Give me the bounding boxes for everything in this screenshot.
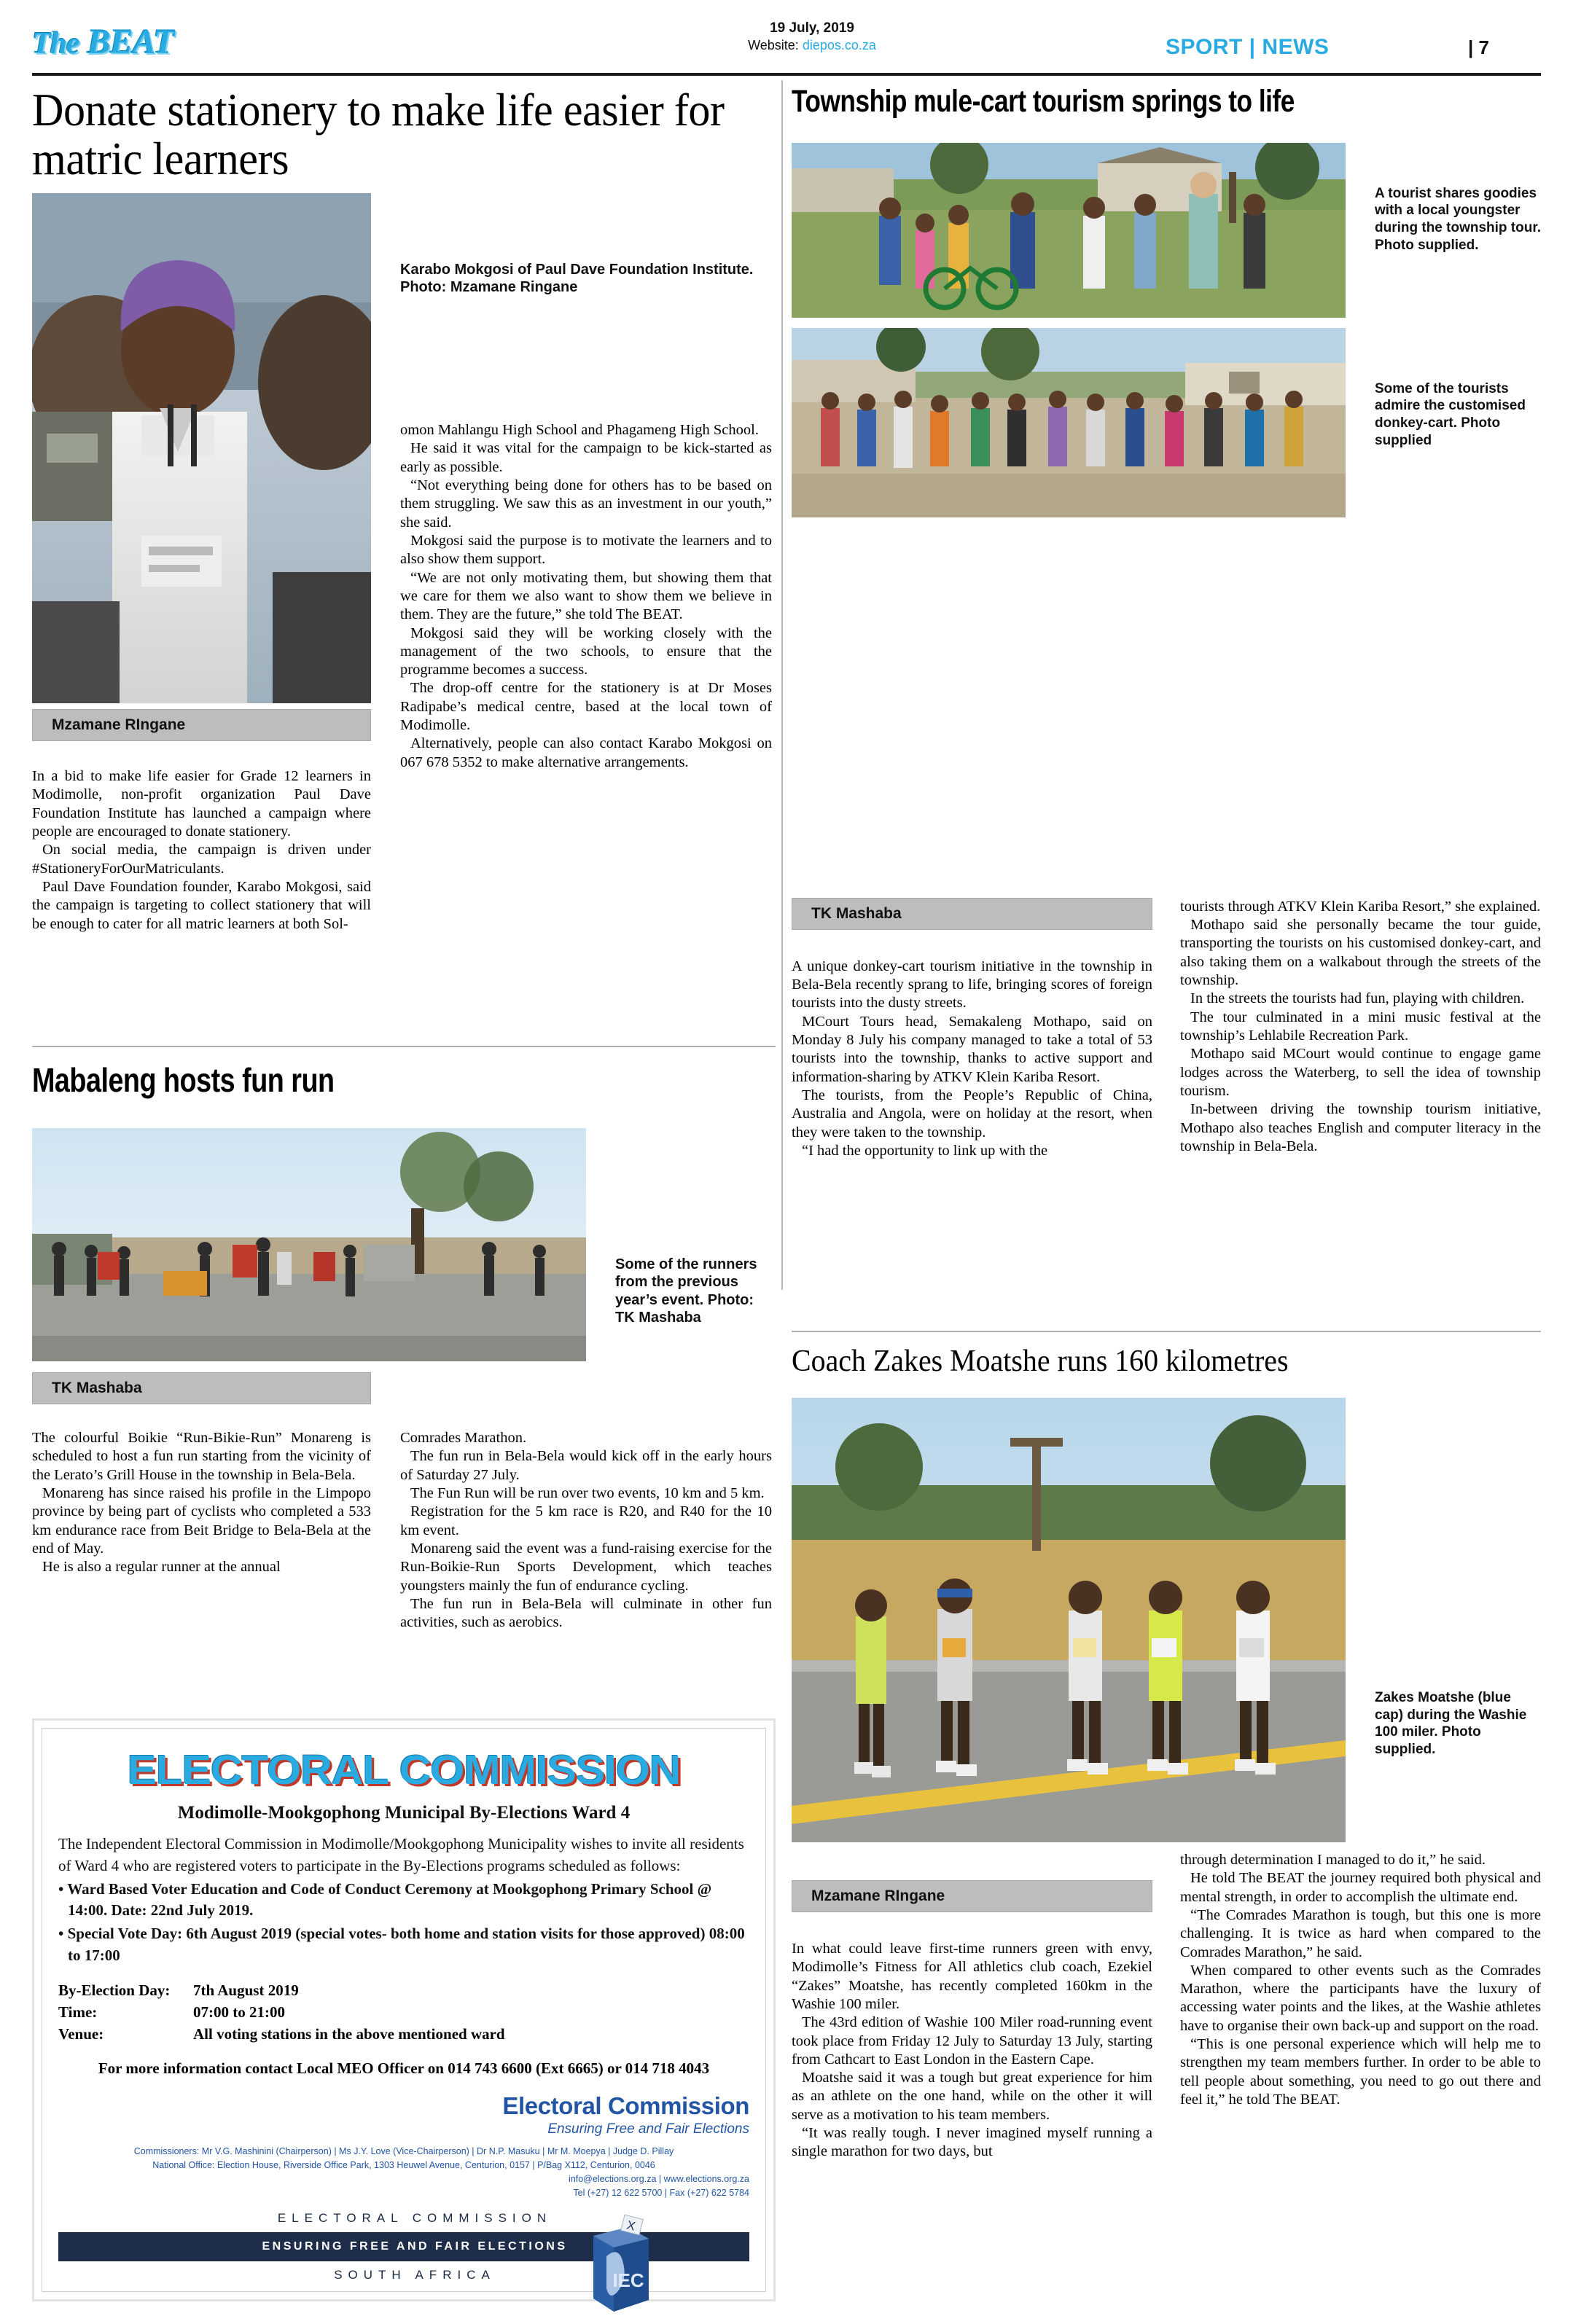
page-number: | 7 — [1468, 36, 1489, 58]
caption-tourist-with-youngster: A tourist shares goodies with a local youngster during the township tour. Photo supplied. — [1375, 185, 1541, 253]
iec-ballot-box-icon — [577, 2205, 656, 2315]
body-funrun-col2 — [400, 1429, 772, 1632]
body-funrun-col1 — [32, 1429, 371, 1577]
byline-mulecart: TK Mashaba — [792, 898, 1152, 930]
paragraph: In-between driving the township tourism initiative, Mothapo also teaches English and computer literacy in the township in Bela-Bela. — [1180, 1101, 1541, 1154]
paragraph: Mokgosi said the purpose is to motivate the learners and to also show them support. — [400, 532, 772, 568]
row-value: All voting stations in the above mentioned ward — [193, 2024, 505, 2043]
paragraph: Mothapo said she personally became the tour guide, transporting the tourists on his customised donkey-cart, and also taking them on a walkabout through the streets of the township. — [1180, 917, 1541, 989]
body-zakes-col1 — [792, 1940, 1152, 2161]
advert-title: ELECTORAL COMMISSION — [127, 1747, 681, 1793]
paragraph: Registration for the 5 km race is R20, and R40 for the 10 km event. — [400, 1503, 772, 1538]
advert-footer — [58, 2211, 749, 2320]
photo-tourist-with-youngster — [792, 143, 1346, 318]
article-zakes — [792, 1331, 1541, 2236]
masthead-center — [659, 19, 965, 55]
paragraph: Comrades Marathon. — [400, 1430, 527, 1446]
caption-fun-run: Some of the runners from the previous year’s event. Photo: TK Mashaba — [615, 1256, 757, 1326]
byline-funrun: TK Mashaba — [32, 1372, 371, 1404]
fineprint-email: info@elections.org.za | www.elections.org.za — [569, 2173, 749, 2184]
logo-beat: BEAT — [87, 23, 174, 61]
paragraph: Mokgosi said they will be working closely with the management of the two schools, to ensure that the programme becomes a success. — [400, 625, 772, 678]
byline-stationery: Mzamane RIngane — [32, 709, 371, 741]
paragraph: Mothapo said MCourt would continue to engage game lodges across the Waterberg, to sell the idea of township tourism. — [1180, 1046, 1541, 1099]
caption-karabo-mokgosi: Karabo Mokgosi of Paul Dave Foundation Institute. Photo: Mzamane Ringane — [400, 262, 754, 296]
paragraph: “Not everything being done for others has to be based on them struggling. We saw this as an investment in our youth,” she said. — [400, 477, 772, 531]
caption-washie-runners: Zakes Moatshe (blue cap) during the Washie 100 miler. Photo supplied. — [1375, 1689, 1527, 1757]
paragraph: Alternatively, people can also contact Karabo Mokgosi on 067 678 5352 to make alternative arrangements. — [400, 735, 772, 770]
headline-zakes: Coach Zakes Moatshe runs 160 kilometres — [792, 1344, 1289, 1378]
paragraph: omon Mahlangu High School and Phagameng High School. — [400, 422, 759, 439]
paragraph: The tourists, from the People’s Republic of China, Australia and Angola, were on holiday at the resort, when they were taken to the township. — [792, 1087, 1152, 1141]
fineprint-commissioners: Commissioners: Mr V.G. Mashinini (Chairperson) | Ms J.Y. Love (Vice-Chairperson) | Dr N.P. Masuku | Mr M. Moepya | Judge D. Pillay — [133, 2146, 674, 2157]
left-column — [32, 86, 776, 1653]
paragraph: In what could leave first-time runners green with envy, Modimolle’s Fitness for All athletics club coach, Ezekiel “Zakes” Moatshe, has recently completed 160km in the Washie 100 miler. — [792, 1940, 1152, 2012]
paragraph: The colourful Boikie “Run-Bikie-Run” Monareng is scheduled to host a fun run starting from the vicinity of the Lerato’s Grill House in the township in Bela-Bela. — [32, 1430, 371, 1483]
article-stationery — [32, 84, 776, 932]
paragraph: In a bid to make life easier for Grade 12 learners in Modimolle, non-profit organization Paul Dave Foundation Institute has launched a campaign where people are encouraged to donate stationery. — [32, 768, 371, 840]
paragraph: “We are not only motivating them, but showing them that we care for them we also want to show them we believe in them. They are the future,” she told The BEAT. — [400, 569, 772, 623]
row-label: By-Election Day: — [58, 1981, 171, 1999]
paragraph: When compared to other events such as the Comrades Marathon, where the participants have the luxury of accessing water points and the likes, at the Washie athletes have to organise their own back-up and support on the road. — [1180, 1962, 1541, 2034]
brand-name: Electoral Commission — [502, 2092, 749, 2120]
paragraph: The 43rd edition of Washie 100 Miler road-running event took place from Friday 12 July to Saturday 13 July, starting from Cathcart to East London in the Eastern Cape. — [792, 2014, 1152, 2067]
row-label: Venue: — [58, 2024, 104, 2043]
paragraph: In the streets the tourists had fun, playing with children. — [1190, 990, 1525, 1007]
paragraph: Monareng said the event was a fund-raising exercise for the Run-Boikie-Run Sports Development, which teaches youngsters mainly the fun of endurance cycling. — [400, 1540, 772, 1594]
masthead — [32, 13, 1541, 70]
publication-logo — [32, 22, 173, 62]
photo-washie-runners — [792, 1398, 1346, 1842]
iec-logo-text: IEC — [612, 2269, 644, 2292]
paragraph: A unique donkey-cart tourism initiative in the township in Bela-Bela recently sprang to life, bringing scores of foreign tourists into the dusty streets. — [792, 958, 1152, 1012]
body-mulecart-col1 — [792, 958, 1152, 1160]
section-rule — [792, 1331, 1541, 1332]
website-link[interactable]: diepos.co.za — [802, 38, 876, 53]
right-column — [792, 86, 1541, 2236]
caption-tourists-donkey-cart: Some of the tourists admire the customised donkey-cart. Photo supplied — [1375, 380, 1526, 448]
body-mulecart-col2 — [1180, 898, 1541, 1156]
photo-karabo-mokgosi — [32, 193, 371, 703]
advert-body — [58, 1834, 749, 1967]
footer-band: ENSURING FREE AND FAIR ELECTIONS — [58, 2232, 749, 2261]
paragraph: He is also a regular runner at the annual — [42, 1559, 281, 1576]
body-stationery-col1 — [32, 767, 371, 934]
svg-text:X: X — [625, 2218, 637, 2234]
paragraph: On social media, the campaign is driven under #StationeryForOurMatriculants. — [32, 842, 371, 877]
table-row — [58, 2002, 749, 2024]
photo-fun-run — [32, 1128, 586, 1361]
paragraph: The fun run in Bela-Bela would kick off in the early hours of Saturday 27 July. — [400, 1448, 772, 1483]
advert-intro: The Independent Electoral Commission in Modimolle/Mookgophong Municipality wishes to invite all residents of Ward 4 who are registered voters to participate in the By-Elections programs scheduled as follows: — [58, 1835, 744, 1874]
brand-tagline: Ensuring Free and Fair Elections — [547, 2121, 749, 2137]
article-funrun — [32, 1046, 776, 1653]
body-zakes-col2 — [1180, 1851, 1541, 2109]
row-label: Time: — [58, 2003, 98, 2021]
column-divider — [781, 80, 783, 1290]
paragraph: He said it was vital for the campaign to be kick-started as early as possible. — [400, 440, 772, 475]
advert-fineprint — [58, 2145, 749, 2199]
headline-funrun: Mabaleng hosts fun run — [32, 1061, 335, 1100]
body-stationery-col2 — [400, 421, 772, 772]
paragraph: Monareng has since raised his profile in the Limpopo province by being part of cyclists who completed a 533 km endurance race from Beit Bridge to Bela-Bela at the end of May. — [32, 1484, 371, 1557]
paragraph: “I had the opportunity to link up with the — [802, 1142, 1048, 1159]
fineprint-office: National Office: Election House, Riverside Office Park, 1303 Heuwel Avenue, Centurion, 0157 | P/Bag X112, Centurion, 0046 — [152, 2160, 655, 2171]
paragraph: “This is one personal experience which will help me to strengthen my team members further. In order to be able to tell people about something, you need to go out there and feel it,” he told The BEAT. — [1180, 2036, 1541, 2108]
paragraph: The Fun Run will be run over two events, 10 km and 5 km. — [410, 1484, 765, 1501]
paragraph: MCourt Tours head, Semakaleng Mothapo, said on Monday 8 July his company managed to take a total of 53 tourists into the township, thanks to active support and information-sharing by ATKV Klein Kariba Resort. — [792, 1013, 1152, 1085]
advert-bullet-1: • Ward Based Voter Education and Code of Conduct Ceremony at Mookgophong Primary School @ 14:00. Date: 22nd July 2019. — [58, 1879, 712, 1920]
byline-zakes: Mzamane RIngane — [792, 1880, 1152, 1912]
section-rule — [32, 1046, 776, 1047]
row-value: 7th August 2019 — [193, 1981, 299, 1999]
paragraph: “The Comrades Marathon is tough, but this one is more challenging. It is twice as hard when compared to the Comrades Marathon,” he said. — [1180, 1906, 1541, 1960]
logo-the: The — [32, 27, 79, 60]
headline-stationery: Donate stationery to make life easier for matric learners — [32, 84, 725, 184]
row-value: 07:00 to 21:00 — [193, 2003, 285, 2021]
website-label: Website: — [748, 38, 799, 53]
issue-date: 19 July, 2019 — [770, 20, 854, 36]
photo-tourists-donkey-cart — [792, 328, 1346, 517]
advert-contact: For more information contact Local MEO Officer on 014 743 6600 (Ext 6665) or 014 718 4043 — [98, 2059, 710, 2078]
paragraph: “It was really tough. I never imagined myself running a single marathon for two days, but — [792, 2125, 1152, 2160]
headline-mulecart: Township mule-cart tourism springs to life — [792, 84, 1295, 119]
paragraph: The drop-off centre for the stationery is at Dr Moses Radipabe’s medical centre, based at the local town of Modimolle. — [400, 680, 772, 734]
section-label: SPORT | NEWS — [1166, 35, 1330, 59]
paragraph: tourists through ATKV Klein Kariba Resort,” she explained. — [1180, 898, 1541, 915]
advert-inner — [42, 1728, 766, 2292]
footer-line-2: SOUTH AFRICA — [334, 2268, 496, 2282]
paragraph: The fun run in Bela-Bela will culminate in other fun activities, such as aerobics. — [400, 1595, 772, 1631]
paragraph: through determination I managed to do it,” he said. — [1180, 1851, 1486, 1868]
advert-bullet-2: • Special Vote Day: 6th August 2019 (special votes- both home and station visits for those approved) 08:00 to 17:00 — [58, 1925, 745, 1965]
paragraph: The tour culminated in a mini music festival at the township’s Lehlabile Recreation Park. — [1180, 1009, 1541, 1044]
paragraph: Paul Dave Foundation founder, Karabo Mokgosi, said the campaign is targeting to collect stationery that will be enough to cater for all matric learners at both Sol- — [32, 878, 371, 932]
advert-subtitle: Modimolle-Mookgophong Municipal By-Elections Ward 4 — [177, 1803, 631, 1823]
table-row — [58, 1980, 749, 2002]
footer-line-1: ELECTORAL COMMISSION — [277, 2211, 553, 2226]
website-line — [659, 37, 965, 55]
advert-brand — [58, 2092, 749, 2137]
fineprint-tel: Tel (+27) 12 622 5700 | Fax (+27) 622 5784 — [573, 2187, 749, 2198]
masthead-rule — [32, 73, 1541, 76]
paragraph: Moatshe said it was a tough but great experience for him as an athlete on the one hand, while on the other it will serve as a motivation to his team members. — [792, 2070, 1152, 2123]
article-mulecart — [792, 86, 1541, 1323]
advert-details-table — [58, 1980, 749, 2045]
table-row — [58, 2024, 749, 2046]
paragraph: He told The BEAT the journey required both physical and mental strength, in order to accomplish the ultimate end. — [1180, 1870, 1541, 1905]
advert-electoral-commission — [32, 1718, 776, 2301]
